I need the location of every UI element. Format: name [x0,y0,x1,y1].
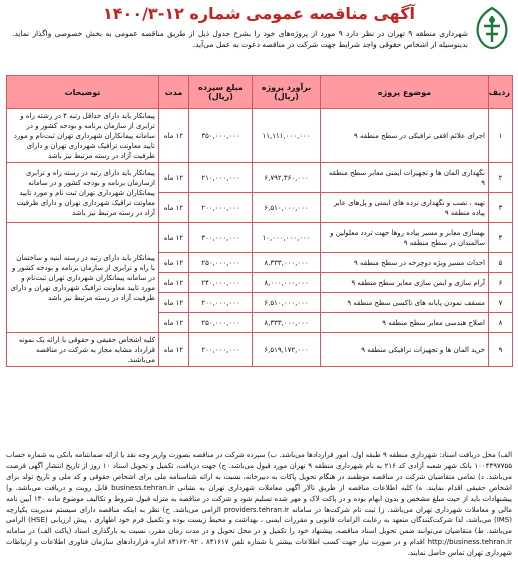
row-deposit: ۲۴۰,۰۰۰,۰۰۰ [189,273,253,293]
col-header-estimate: برآورد پروژه (ریال) [253,76,321,109]
row-deposit: ۲۱۰,۰۰۰,۰۰۰ [189,163,253,193]
tender-table [6,75,513,367]
row-duration: ۱۲ ماه [159,109,189,163]
row-deposit: ۳۰۰,۰۰۰,۰۰۰ [189,223,253,253]
row-deposit: ۲۰۰,۰۰۰,۰۰۰ [189,333,253,367]
row-notes: پیمانکار باید دارای رتبه در رسته ابنیه و ساختمان یا راه و ترابری از سازمان برنامه و بودجه کشور و در سامانه پیمانکاران شهرداری تهران ثبت‌نام و مورد تایید معاونت ترافیک شهرداری تهران و دارای ظرفیت آزاد در رسته مرتبط نیز باشد [7,223,159,333]
row-deposit: ۳۵۰,۰۰۰,۰۰۰ [189,109,253,163]
row-subject: تهیه ، نصب و نگهداری نرده های ایمنی و پل‌های عابر پیاده منطقه ۹ [321,193,489,223]
row-subject: اصلاح هندسی معابر سطح منطقه ۹ [321,313,489,333]
col-header-notes: توضیحات [7,76,159,109]
row-duration: ۱۲ ماه [159,223,189,253]
row-estimate: ۶,۵۱۹,۱۷۲,۰۰۰ [253,333,321,367]
row-estimate: ۶,۵۱۰,۰۰۰,۰۰۰ [253,193,321,223]
row-notes: پیمانکار باید دارای حداقل رتبه ۴ در رشته راه و ترابری از سازمان برنامه و بودجه کشور و در سامانه پیمانکاران شهرداری تهران ثبت‌نام و مورد تایید معاونت ترافیک شهرداری تهران و دارای ظرفیت آزاد در رسته مرتبط نیز باشد [7,109,159,163]
row-duration: ۱۲ ماه [159,273,189,293]
col-header-subject: موضوع پروژه [321,76,489,109]
row-index: ۸ [489,313,513,333]
row-duration: ۱۲ ماه [159,163,189,193]
footer-conditions: الف) محل دریافت اسناد: شهرداری منطقه ۹ طبقه اول، امور قراردادها می‌باشد. ب) سپرده شرکت در مناقصه بصورت واریز وجه نقد یا ارائه ضمانتنامه بانکی به شماره حساب ۱۰۰۴۴۹۷۷۵۵ بانک شهر شعبه آزادی کد ۲۱۶ به نام شهرداری منطقه ۹ تهران مورد قبول می‌باشد. ج) جهت دریافت، تکمیل و تحویل اسناد ۱۰ روز از تاریخ انتشار آگهی فرصت می‌باشد. د) تمامی متقاضیان شرکت در مناقصه موظفند در هنگام تحویل پاکات به دبیرخانه، نسبت به ارائه شناسنامه ملی برای اشخاص حقوقی و کد ملی و تاریخ تولد برای اشخاص حقیقی اقدام نمایند. ه) کلیه اطلاعات مناقصه از طریق تالار آگهی معاملات شهرداری تهران به نشانی business.tehran.ir قابل رویت و دریافت می‌باشد. و) پیشنهادات باید از حیث مبلغ مشخص و بدون ابهام بوده و در پاکت لاک و مهر شده تسلیم شود و شرکت در مناقصه به منزله قبول شروط و تکالیف موضوع ماده ۱۳۰ آیین نامه مالی و معاملات شهرداری تهران می‌باشد. ز) ثبت نام شرکت‌ها در سامانه providers.tehran.ir الزامی می‌باشد. ح) نظر به اینکه مناقصه دارای سیستم مدیریت یکپارچه (IMS) می‌باشد، لذا شرکت‌کنندگان متعهد به رعایت الزامات قانونی و مقررات ایمنی ، بهداشت و محیط زیست بوده و تکمیل فرم خود اظهاری ، پیش ارزیابی (HSE) الزامی می‌باشد. ط) متقاضیان می‌توانند ضمن تحویل اسناد مناقصه، پیشنهاد خود را تکمیل و در محل تحویل و در مدت زمان مقرر، نسبت به بارگذاری اسناد (پاکت الف) در سامانه http://business.tehran.ir اقدام و در صورت نیاز جهت کسب اطلاعات بیشتر با شماره تلفن ۸۴۱۶۱۷ ، ۸۴۱۶۲۰۹۲ اداره قراردادهای سازمان فناوری اطلاعات و ارتباطات شهرداری تهران تماس حاصل نمایند. [6,451,513,558]
row-duration: ۱۲ ماه [159,193,189,223]
row-estimate: ۸,۳۳۳,۰۰۰,۰۰۰ [253,253,321,273]
row-subject: مسقف نمودن پایانه های تاکسی سطح منطقه ۹ [321,293,489,313]
row-deposit: ۲۵۰,۰۰۰,۰۰۰ [189,313,253,333]
col-header-deposit: مبلغ سپرده (ریال) [189,76,253,109]
row-deposit: ۲۰۰,۰۰۰,۰۰۰ [189,293,253,313]
row-index: ۴ [489,223,513,253]
col-header-duration: مدت [159,76,189,109]
row-duration: ۱۲ ماه [159,253,189,273]
row-estimate: ۶,۵۱۰,۰۰۰,۰۰۰ [253,293,321,313]
table-header-row [7,76,513,109]
row-subject: بهسازی معابر و مسیر پیاده روها جهت تردد معلولین و سالمندان در سطح منطقه ۹ [321,223,489,253]
row-estimate: ۶,۷۹۲,۳۶۰,۰۰۰ [253,163,321,193]
row-estimate: ۸,۳۳۳,۰۰۰,۰۰۰ [253,313,321,333]
row-index: ۷ [489,293,513,313]
row-notes: کلیه اشخاص حقیقی و حقوقی با ارائه یک نمونه قرارداد مشابه مجاز به شرکت در مناقصه می‌باشند. [7,333,159,367]
row-estimate: ۱۰,۰۰۰,۰۰۰,۰۰۰ [253,223,321,253]
row-index: ۶ [489,273,513,293]
row-subject: نگهداری المان ها و تجهیزات ایمنی معابر سطح منطقه ۹ [321,163,489,193]
table-row [7,333,513,367]
tehran-municipality-logo [472,6,512,50]
intro-text: شهرداری منطقه ۹ تهران در نظر دارد ۹ مورد از پروژه‌های خود را بشرح جدول ذیل از طریق مناقصه عمومی به بخش خصوصی واگذار نماید. بدینوسیله از اشخاص حقوقی واجد شرایط جهت شرکت در مناقصه دعوت به عمل می‌آید. [12,29,469,49]
row-deposit: ۲۰۰,۰۰۰,۰۰۰ [189,193,253,223]
row-index: ۳ [489,193,513,223]
row-estimate: ۸,۰۰۰,۰۰۰,۰۰۰ [253,273,321,293]
table-row [7,223,513,253]
row-index: ۵ [489,253,513,273]
col-header-index: ردیف [489,76,513,109]
row-deposit: ۲۵۰,۰۰۰,۰۰۰ [189,253,253,273]
table-row [7,163,513,193]
row-index: ۱ [489,109,513,163]
row-subject: خرید المان ها و تجهیزات ترافیکی منطقه ۹ [321,333,489,367]
header [0,0,518,62]
row-index: ۹ [489,333,513,367]
row-subject: احداث مسیر ویژه دوچرخه در سطح منطقه ۹ [321,253,489,273]
row-duration: ۱۲ ماه [159,313,189,333]
row-subject: آرام سازی و ایمن سازی معابر سطح منطقه ۹ [321,273,489,293]
row-index: ۲ [489,163,513,193]
row-duration: ۱۲ ماه [159,333,189,367]
row-duration: ۱۲ ماه [159,293,189,313]
row-notes: پیمانکار باید دارای رتبه در رسته راه و ترابری ازسازمان برنامه و بودجه کشور و در سامانه پیمانکاران شهرداری تهران ثبت نام و مورد تایید معاونت ترافیک شهرداری تهران و دارای ظرفیت آزاد در رسته مرتبط نیز باشد [7,163,159,223]
row-estimate: ۱۱,۱۱۱,۰۰۰,۰۰۰ [253,109,321,163]
row-subject: اجرای علائم افقی ترافیکی در سطح منطقه ۹ [321,109,489,163]
page-title: آگهی مناقصه عمومی شماره ۱۲-۱۴۰۰/۳ [103,4,415,23]
table-row [7,109,513,163]
